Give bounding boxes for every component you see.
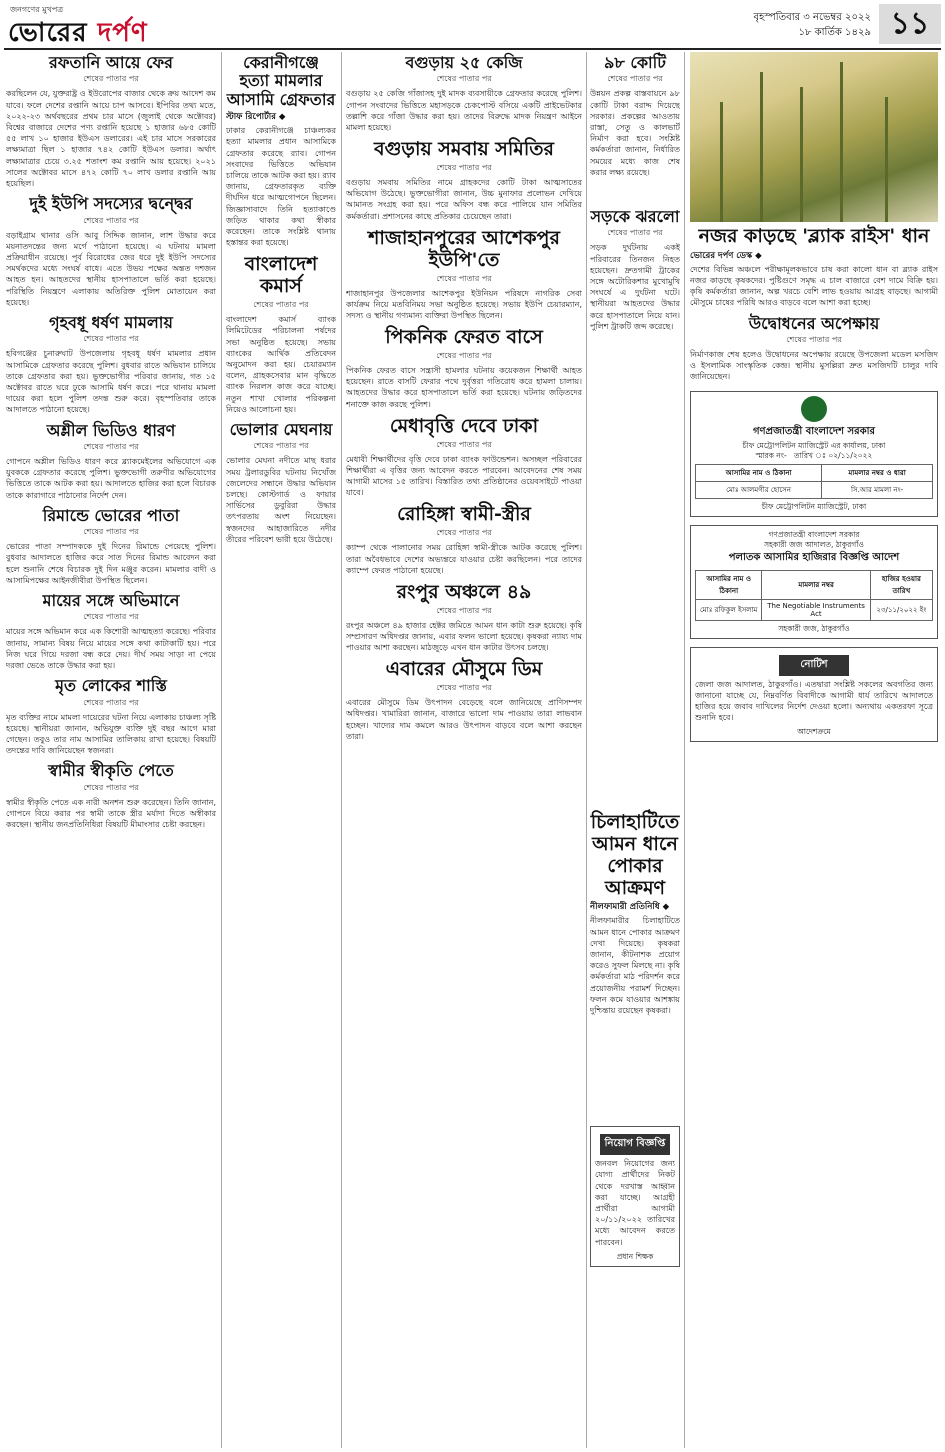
article: [6, 677, 216, 756]
article-body: গোপনে অশ্লীল ভিডিও ধারণ করে ব্ল্যাকমেইলের অভিযোগে এক যুবককে গ্রেফতার করেছে পুলিশ। ভুক্তভোগী তরুণীর অভিযোগের ভিত্তিতে তাকে আটক করা হয়। আদালতে হাজির করা হলে বিচারক তাকে কারাগারে পাঠানোর নির্দেশ দেন।: [6, 457, 216, 500]
date-gregorian: বৃহস্পতিবার ৩ নভেম্বর ২০২২: [753, 12, 871, 23]
continued-label: শেষের পাতার পর: [436, 528, 492, 538]
article-body: মায়ের সঙ্গে অভিমান করে এক কিশোরী আত্মহত্যা করেছে। পরিবার জানায়, সামান্য বিষয় নিয়ে মায়ের সঙ্গে কথা কাটাকাটি হয়। পরে নিজ ঘরে গিয়ে দরজা বন্ধ করে দেয়। দীর্ঘ সময় সাড়া না পেয়ে দরজা ভেঙে তাকে উদ্ধার করা হয়।: [6, 627, 216, 671]
notice-title: নোটিশ: [779, 655, 849, 676]
notice-header: গণপ্রজাতন্ত্রী বাংলাদেশ সরকার: [768, 529, 860, 539]
newspaper-logo: [4, 4, 234, 48]
job-advertisement: [590, 1126, 680, 1267]
continued-label: শেষের পাতার পর: [436, 683, 492, 693]
notice-date: তারিখ ঃ ০২/১১/২০২২: [793, 450, 873, 460]
article-body: এবারের মৌসুমে ডিম উৎপাদন বেড়েছে বলে জানিয়েছে প্রাণিসম্পদ অধিদপ্তর। খামারিরা জানান, বাজারে ভালো দাম পাওয়ায় তারা লাভবান হচ্ছেন। খাদ্যের দাম কমলে আরও উৎপাদন বাড়বে বলে আশা করছেন তারা।: [346, 698, 582, 741]
article: [690, 315, 938, 383]
article-headline: বগুড়ায় ২৫ কেজি: [405, 53, 523, 72]
notice-header: গণপ্রজাতন্ত্রী বাংলাদেশ সরকার: [753, 425, 875, 437]
article: [346, 228, 582, 321]
notice-footer: চীফ মেট্রোপলিটন ম্যাজিস্ট্রেট, ঢাকা: [761, 501, 867, 511]
article-headline: অশ্লীল ভিডিও ধারণ: [46, 420, 176, 440]
column-2: [226, 52, 336, 1448]
article-byline: স্টাফ রিপোর্টার ◆: [226, 112, 286, 123]
article: [6, 762, 216, 830]
article-headline: দুই ইউপি সদস্যের দ্বন্দ্বের: [29, 194, 193, 214]
table-header: আসামির নাম ও ঠিকানা: [696, 464, 822, 481]
newspaper-title: [8, 12, 148, 56]
job-ad-body: জনবল নিয়োগের জন্য যোগ্য প্রার্থীদের নিকট থেকে দরখাস্ত আহ্বান করা যাচ্ছে। আগ্রহী প্রার্থীরা আগামী ২০/১১/২০২২ তারিখের মধ্যে আবেদন করতে পারবেন।: [595, 1159, 675, 1247]
continued-label: শেষের পাতার পর: [436, 439, 492, 449]
article-body: সড়ক দুর্ঘটনায় একই পরিবারের তিনজন নিহত হয়েছেন। দ্রুতগামী ট্রাকের সঙ্গে অটোরিকশার মুখোমুখি সংঘর্ষে এ দুর্ঘটনা ঘটে। স্থানীয়রা আহতদের উদ্ধার করে হাসপাতালে নিয়ে যান। পুলিশ ট্রাকটি জব্দ করেছে।: [590, 243, 680, 331]
continued-label: শেষের পাতার পর: [786, 335, 842, 345]
article-headline: এবারের মৌসুমে ডিম: [385, 658, 543, 681]
rice-stalk: [885, 97, 888, 222]
table-cell: The Negotiable Instruments Act: [762, 599, 870, 620]
article-body: ক্যাম্প থেকে পালানোর সময় রোহিঙ্গা স্বামী-স্ত্রীকে আটক করেছে পুলিশ। তারা অবৈধভাবে দেশের অভ্যন্তরে যাওয়ার চেষ্টা করছিলেন। পরে তাদের ক্যাম্পে ফেরত পাঠানো হয়েছে।: [346, 543, 582, 575]
column-4: [590, 52, 680, 1448]
notice-body: জেলা জজ আদালত, ঠাকুরগাঁও। এতদ্বারা সংশ্লিষ্ট সকলের অবগতির জন্য জানানো যাচ্ছে যে, নিম্নবর্ণিত বিবাদীকে আগামী ধার্য তারিখে আদালতে হাজির হয়ে জবাব দাখিলের নির্দেশ দেওয়া হলো। অন্যথায় একতরফা সূত্রে শুনানি হবে।: [695, 679, 933, 723]
black-rice-photo: [690, 52, 938, 222]
table-cell: সি.আর মামলা নং-: [822, 481, 933, 498]
article-body: শাজাহানপুর উপজেলার আশেকপুর ইউনিয়ন পরিষদে নাগরিক সেবা কার্যক্রম নিয়ে মতবিনিময় সভা অনুষ্ঠিত হয়েছে। সভায় ইউপি চেয়ারম্যান, সদস্য ও স্থানীয় গণ্যমান্য ব্যক্তিরা উপস্থিত ছিলেন।: [346, 288, 582, 320]
article-headline: রোহিঙ্গা স্বামী-স্ত্রীর: [397, 503, 531, 526]
court-notice: [690, 525, 938, 639]
article-body: বড়াইগ্রাম থানার ওসি আবু সিদ্দিক জানান, লাশ উদ্ধার করে ময়নাতদন্তের জন্য মর্গে পাঠানো হয়েছে। এ ঘটনায় মামলা প্রক্রিয়াধীন রয়েছে। পূর্ব বিরোধের জের ধরে দুই ইউপি সদস্যের সমর্থকদের মধ্যে সংঘর্ষ বাধে। এতে উভয় পক্ষের অন্তত দশজন আহত হন। আহতদের স্থানীয় হাসপাতালে ভর্তি করা হয়েছে। পরিস্থিতি নিয়ন্ত্রণে এলাকায় অতিরিক্ত পুলিশ মোতায়েন করা হয়েছে।: [6, 230, 216, 307]
column-5: [690, 52, 938, 1448]
feature-byline: ভোরের দর্পণ ডেস্ক ◆: [690, 250, 762, 261]
continued-label: শেষের পাতার পর: [83, 782, 139, 792]
continued-label: শেষের পাতার পর: [83, 697, 139, 707]
table-header: মামলার নম্বর ও ধারা: [822, 464, 933, 481]
job-ad-title: নিয়োগ বিজ্ঞপ্তি: [600, 1134, 670, 1155]
notice-table: [695, 570, 933, 621]
article-body: রংপুর অঞ্চলে ৪৯ হাজার হেক্টর জমিতে আমন ধান কাটা শুরু হয়েছে। কৃষি সম্প্রসারণ অধিদপ্তর জানায়, এবার ফলন ভালো হয়েছে। কৃষকরা ন্যায্য দাম পাওয়ার আশা করছেন। মাঠজুড়ে এখন ধান কাটার উৎসব চলছে।: [346, 620, 582, 653]
article: [590, 812, 680, 1016]
article: [226, 254, 336, 415]
rice-stalk: [800, 87, 803, 222]
article-headline: শাজাহানপুরের আশেকপুর ইউপি'তে: [368, 226, 560, 271]
article-headline: ৯৮ কোটি: [604, 53, 666, 72]
table-cell: মোঃ রফিকুল ইসলাম: [696, 599, 762, 620]
continued-label: শেষের পাতার পর: [436, 74, 492, 84]
article-body: নীলফামারীর চিলাহাটিতে আমন ধানে পোকার আক্রমণ দেখা দিয়েছে। কৃষকরা জানান, কীটনাশক প্রয়োগ করেও সুফল মিলছে না। কৃষি কর্মকর্তারা মাঠ পরিদর্শন করে প্রয়োজনীয় পরামর্শ দিচ্ছেন। ফলন কমে যাওয়ার আশঙ্কায় দুশ্চিন্তায় রয়েছেন কৃষকরা।: [590, 916, 680, 1016]
article-body: ঢাকার কেরানীগঞ্জে চাঞ্চল্যকর হত্যা মামলার প্রধান আসামিকে গ্রেফতার করেছে র‌্যাব। গোপন সংবাদের ভিত্তিতে অভিযান চালিয়ে তাকে আটক করা হয়। র‌্যাব জানায়, গ্রেফতারকৃত ব্যক্তি দীর্ঘদিন ধরে আত্মগোপনে ছিলেন। জিজ্ঞাসাবাদে তিনি হত্যাকাণ্ডে জড়িত থাকার কথা স্বীকার করেছেন। তাকে সংশ্লিষ্ট থানায় হস্তান্তর করা হয়েছে।: [226, 126, 336, 248]
notice-footer: সহকারী জজ, ঠাকুরগাঁও: [778, 623, 850, 633]
continued-label: শেষের পাতার পর: [436, 273, 492, 283]
continued-label: শেষের পাতার পর: [253, 441, 309, 451]
article-headline: মৃত লোকের শাস্তি: [55, 676, 167, 696]
article: [346, 504, 582, 575]
article-headline: মেধাবৃত্তি দেবে ঢাকা: [389, 414, 539, 437]
article-body: ভোরের পাতা সম্পাদককে দুই দিনের রিমান্ডে পেয়েছে পুলিশ। বুধবার আদালতে হাজির করে সাত দিনের রিমান্ড আবেদন করা হলে শুনানি শেষে বিচারক দুই দিন মঞ্জুর করেন। মামলার বাদী ও আসামিপক্ষের আইনজীবীরা উপস্থিত ছিলেন।: [6, 542, 216, 585]
table-header: আসামির নাম ও ঠিকানা: [696, 570, 762, 599]
article: [346, 416, 582, 499]
article-body: নির্মাণকাজ শেষ হলেও উদ্বোধনের অপেক্ষায় রয়েছে উপজেলা মডেল মসজিদ ও ইসলামিক সাংস্কৃতিক কেন্দ্র। স্থানীয় মুসল্লিরা দ্রুত মসজিদটি চালুর দাবি জানিয়েছেন।: [690, 350, 938, 382]
continued-label: শেষের পাতার পর: [436, 163, 492, 173]
article: [6, 54, 216, 189]
notice-ref: স্মারক নং-: [755, 450, 787, 460]
table-header: মামলার নম্বর: [762, 570, 870, 599]
article-body: বাংলাদেশ কমার্স ব্যাংক লিমিটেডের পরিচালনা পর্ষদের সভা অনুষ্ঠিত হয়েছে। সভায় ব্যাংকের আর্থিক প্রতিবেদন অনুমোদন করা হয়। চেয়ারম্যান বলেন, গ্রাহকসেবার মান বৃদ্ধিতে ব্যাংক নিরলস কাজ করে যাচ্ছে। নতুন শাখা খোলার পরিকল্পনা নিয়েও আলোচনা হয়।: [226, 315, 336, 414]
article: [346, 582, 582, 653]
masthead: [4, 4, 941, 50]
continued-label: শেষের পাতার পর: [607, 228, 663, 238]
article: [226, 421, 336, 545]
continued-label: শেষের পাতার পর: [83, 612, 139, 622]
article-headline: বগুড়ায় সমবায় সমিতির: [374, 138, 554, 161]
date-bengali: ১৮ কার্তিক ১৪২৯: [798, 27, 871, 38]
column-divider: [586, 52, 587, 1448]
notice-table: [695, 464, 933, 499]
article-headline: মায়ের সঙ্গে অভিমানে: [42, 591, 180, 611]
article: [226, 54, 336, 248]
notice-box: [690, 647, 938, 743]
article-byline: নীলফামারী প্রতিনিধি ◆: [590, 902, 670, 913]
article: [590, 208, 680, 332]
table-header-row: [696, 570, 933, 599]
notice-footer: আদেশক্রমে: [797, 727, 831, 737]
article: [6, 195, 216, 308]
issue-date: [754, 10, 872, 40]
article: [346, 139, 582, 222]
article-headline: স্বামীর স্বীকৃতি পেতে: [48, 761, 174, 781]
page-number: ১১: [879, 4, 941, 44]
government-seal-icon: [801, 396, 827, 422]
continued-label: শেষের পাতার পর: [83, 74, 139, 84]
continued-label: শেষের পাতার পর: [436, 351, 492, 360]
article-headline: রিমান্ডে ভোরের পাতা: [42, 505, 180, 525]
feature-headline: নজর কাড়ছে 'ব্ল্যাক রাইস' ধান: [698, 225, 930, 247]
column-divider: [684, 52, 685, 1448]
feature-article: [690, 226, 938, 309]
continued-label: শেষের পাতার পর: [83, 334, 139, 344]
brand-tagline: জনগণের মুখপত্র: [10, 5, 64, 14]
article: [6, 592, 216, 671]
continued-label: শেষের পাতার পর: [83, 215, 139, 225]
notice-reference: [695, 451, 933, 461]
article-headline: রংপুর অঞ্চলে ৪৯: [396, 580, 532, 603]
article-headline: ভোলার মেঘনায়: [229, 419, 333, 439]
article-headline: গৃহবধূ ধর্ষণ মামলায়: [49, 313, 173, 333]
article: [346, 327, 582, 410]
article-body: উন্নয়ন প্রকল্প বাস্তবায়নে ৯৮ কোটি টাকা বরাদ্দ দিয়েছে সরকার। প্রকল্পের আওতায় রাস্তা, সেতু ও কালভার্ট নির্মাণ করা হবে। সংশ্লিষ্ট কর্মকর্তারা জানান, নির্ধারিত সময়ের মধ্যে কাজ শেষ করার লক্ষ্য রয়েছে।: [590, 89, 680, 177]
article-body: পিকনিক ফেরত বাসে সন্ত্রাসী হামলার ঘটনায় কয়েকজন শিক্ষার্থী আহত হয়েছেন। রাতে বাসটি ফেরার পথে দুর্বৃত্তরা গতিরোধ করে হামলা চালায়। আহতদের উদ্ধার করে হাসপাতালে ভর্তি করা হয়েছে। ঘটনায় জড়িতদের শনাক্তে কাজ করছে পুলিশ।: [346, 366, 582, 409]
feature-body: দেশের বিভিন্ন অঞ্চলে পরীক্ষামূলকভাবে চাষ করা কালো ধান বা ব্ল্যাক রাইস নজর কাড়ছে কৃষকদের। পুষ্টিগুণে সমৃদ্ধ এ চাল বাজারে বেশ দামে বিক্রি হয়। কৃষি কর্মকর্তারা জানান, অল্প খরচে বেশি লাভ হওয়ায় আগ্রহ বাড়ছে। আগামী মৌসুমে চাষের পরিধি আরও বাড়বে বলে আশা করা হচ্ছে।: [690, 264, 938, 308]
article-body: স্বামীর স্বীকৃতি পেতে এক নারী অনশন শুরু করেছেন। তিনি জানান, গোপনে বিয়ে করার পর স্বামী তাকে স্ত্রীর মর্যাদা দিতে অস্বীকার করছেন। স্থানীয় জনপ্রতিনিধিরা বিষয়টি মীমাংসার চেষ্টা করছেন।: [6, 797, 216, 830]
rice-stalk: [760, 72, 763, 222]
continued-label: শেষের পাতার পর: [607, 74, 663, 84]
article-body: ভোলার মেঘনা নদীতে মাছ ধরার সময় ট্রলারডুবির ঘটনায় নিখোঁজ জেলেদের সন্ধানে উদ্ধার অভিযান চলছে। কোস্টগার্ড ও ফায়ার সার্ভিসের ডুবুরিরা উদ্ধার তৎপরতায় অংশ নিয়েছেন। স্বজনদের আহাজারিতে নদীর তীরের পরিবেশ ভারী হয়ে উঠেছে।: [226, 456, 336, 544]
article-body: বগুড়ায় ২৫ কেজি গাঁজাসহ দুই মাদক ব্যবসায়ীকে গ্রেফতার করেছে পুলিশ। গোপন সংবাদের ভিত্তিতে মহাসড়কে চেকপোস্ট বসিয়ে একটি প্রাইভেটকার তল্লাশি করে গাঁজা উদ্ধার করা হয়। তাদের বিরুদ্ধে মাদক নিয়ন্ত্রণ আইনে মামলা হয়েছে।: [346, 89, 582, 132]
article-headline: বাংলাদেশ কমার্স: [244, 253, 318, 298]
table-header-row: [696, 464, 933, 481]
article-headline: চিলাহাটিতে আমন ধানে পোকার আক্রমণ: [590, 811, 680, 899]
article-body: মেধাবী শিক্ষার্থীদের বৃত্তি দেবে ঢাকা ব্যাংক ফাউন্ডেশন। অসচ্ছল পরিবারের শিক্ষার্থীরা এ বৃত্তির জন্য আবেদন করতে পারবেন। আবেদনের শেষ সময় আগামী মাসের ১৫ তারিখ। বিস্তারিত তথ্য প্রতিষ্ঠানের ওয়েবসাইটে পাওয়া যাবে।: [346, 454, 582, 498]
article-body: হবিগঞ্জের চুনারুঘাট উপজেলায় গৃহবধূ ধর্ষণ মামলার প্রধান আসামিকে গ্রেফতার করেছে পুলিশ। বুধবার রাতে অভিযান চালিয়ে তাকে গ্রেফতার করা হয়। ভুক্তভোগীর পরিবার জানায়, গত ১৫ অক্টোবর রাতে ঘরে ঢুকে আসামি ধর্ষণ করে। পরে থানায় মামলা দায়ের করা হলে পুলিশ তদন্ত শুরু করে। বৃহস্পতিবার তাকে আদালতে পাঠানো হয়েছে।: [6, 349, 216, 415]
notice-subheader: সহকারী জজ আদালত, ঠাকুরগাঁও: [764, 539, 864, 549]
continued-label: শেষের পাতার পর: [83, 527, 139, 537]
court-notice: [690, 391, 938, 517]
article-body: মৃত ব্যক্তির নামে মামলা দায়েরের ঘটনা নিয়ে এলাকায় চাঞ্চল্য সৃষ্টি হয়েছে। স্থানীয়রা জানান, অভিযুক্ত ব্যক্তি দুই বছর আগে মারা গেছেন। তবুও তার নাম আসামির তালিকায় রাখা হয়েছে। বিষয়টি তদন্তের দাবি জানিয়েছেন স্বজনরা।: [6, 712, 216, 756]
article-headline: উদ্বোধনের অপেক্ষায়: [748, 313, 880, 333]
notice-title: পলাতক আসামির হাজিরার বিজ্ঞপ্তি আদেশ: [728, 551, 900, 563]
article-headline: রফতানি আয়ে ফের: [49, 53, 173, 72]
rice-stalk: [720, 102, 723, 222]
article: [6, 314, 216, 416]
table-row: [696, 599, 933, 620]
table-header: হাজির হওয়ার তারিখ: [870, 570, 932, 599]
article-body: বগুড়ায় সমবায় সমিতির নামে গ্রাহকদের কোটি টাকা আত্মসাতের অভিযোগ উঠেছে। ভুক্তভোগীরা জানান, উচ্চ মুনাফার প্রলোভন দেখিয়ে আমানত সংগ্রহ করা হয়। পরে অফিস বন্ধ করে পালিয়ে যান সমিতির কর্মকর্তারা। প্রশাসনের কাছে প্রতিকার চেয়েছেন তারা।: [346, 178, 582, 221]
continued-label: শেষের পাতার পর: [83, 442, 139, 452]
article: [346, 54, 582, 133]
article: [346, 659, 582, 742]
article-headline: সড়কে ঝরলো: [590, 207, 680, 227]
column-divider: [221, 52, 222, 1448]
article: [6, 507, 216, 586]
column-divider: [341, 52, 342, 1448]
article: [590, 54, 680, 178]
table-cell: মোঃ আলমগীর হোসেন: [696, 481, 822, 498]
job-ad-footer: প্রধান শিক্ষক: [616, 1251, 654, 1261]
title-part-2: দর্পণ: [97, 18, 148, 48]
article-body: করছিলেন যে, যুক্তরাষ্ট্র ও ইউরোপের বাজার থেকে ক্রয় আদেশ কম যাবে। ফলে দেশের রপ্তানি আয়ে চাপ আসবে। ইপিবির তথ্য মতে, ২০২২-২৩ অর্থবছরের প্রথম চার মাসে (জুলাই থেকে অক্টোবর) বিশ্বের বাজারে দেশের পণ্য রপ্তানি হয়েছে ১ হাজার ৬৮৫ কোটি ৫৫ লাখ ১০ হাজার ইউএস ডলারের। এই চার মাসে সরকারের লক্ষ্যমাত্রা ছিল ১ হাজার ৭৪২ কোটি ইউএস ডলার। অর্থাৎ লক্ষ্যমাত্রার চেয়ে ৩.২৫ শতাংশ কম রপ্তানি আয় হয়েছে। ২০২১ সালের অক্টোবর মাসে ৪৭২ কোটি ৭০ লাখ ডলার রপ্তানি আয় হয়েছিল।: [6, 89, 216, 189]
article-headline: কেরানীগঞ্জে হত্যা মামলার আসামি গ্রেফতার: [226, 53, 336, 109]
notice-subheader: চীফ মেট্রোপলিটন ম্যাজিস্ট্রেট এর কার্যালয়, ঢাকা: [742, 440, 886, 450]
table-row: [696, 481, 933, 498]
table-cell: ২৩/১১/২০২২ ইং: [870, 599, 932, 620]
title-part-1: ভোরের: [8, 18, 98, 48]
rice-stalk: [840, 62, 843, 222]
continued-label: শেষের পাতার পর: [436, 605, 492, 615]
article: [6, 422, 216, 501]
continued-label: শেষের পাতার পর: [253, 300, 309, 310]
column-3: [346, 52, 582, 1448]
column-1: [6, 52, 216, 1448]
article-headline: পিকনিক ফেরত বাসে: [385, 326, 543, 349]
